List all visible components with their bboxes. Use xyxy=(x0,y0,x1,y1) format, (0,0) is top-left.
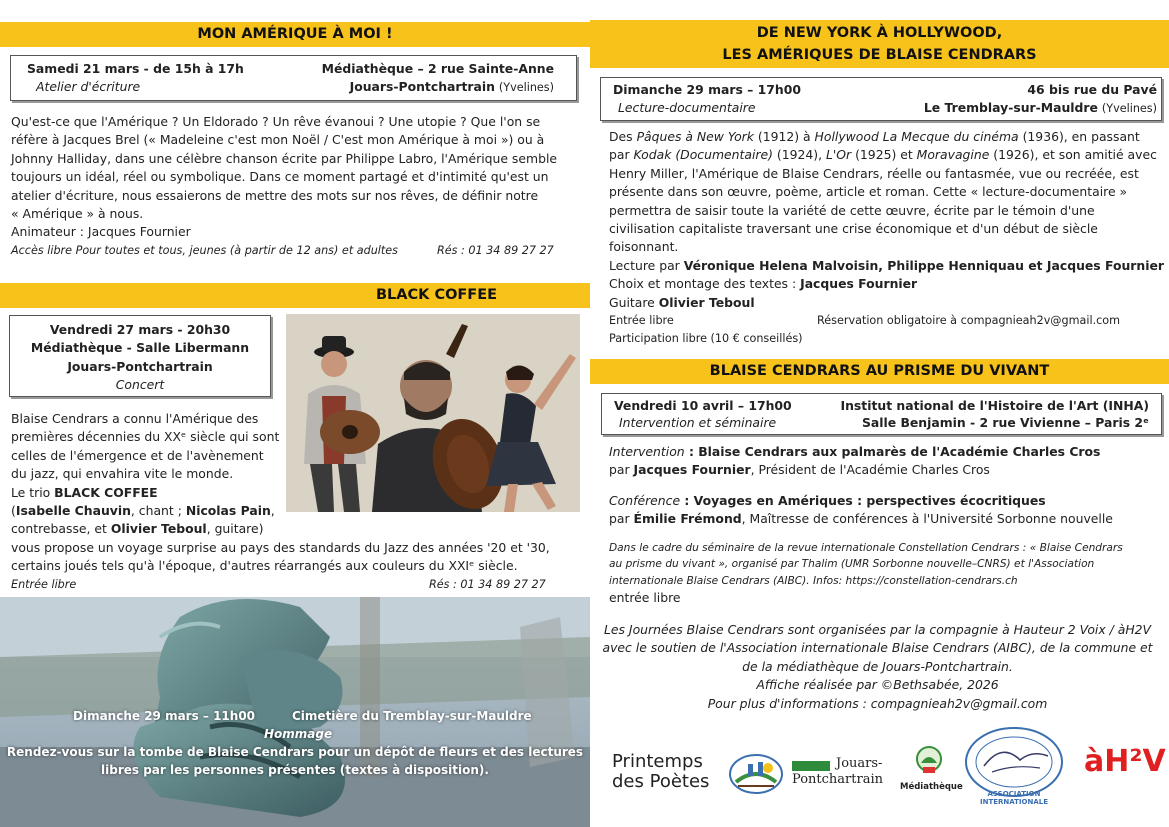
event4-body-line: foisonnant. xyxy=(609,239,679,255)
commune-crest-logo xyxy=(728,752,784,796)
event4-body-line: présente dans son œuvre, poème, article et roman. Cette « lecture-documentaire » xyxy=(609,184,1128,200)
text-run: (1936), en passant xyxy=(1018,129,1140,144)
conference-title: : Voyages en Amériques : perspectives écocritiques xyxy=(680,492,1046,508)
event4-address: 46 bis rue du Pavé xyxy=(1027,82,1157,97)
member-role: , chant ; xyxy=(130,503,186,519)
event3-type: Hommage xyxy=(264,727,333,741)
event4-body-line xyxy=(609,146,1164,164)
credits-line: Pour plus d'informations : compagnieah2v@gmail.com xyxy=(707,695,1048,711)
event1-body-line: Johnny Halliday, dans une célèbre chanson écrite par Philippe Labro, l'Amérique semble xyxy=(11,150,558,166)
member-role: contrebasse, et xyxy=(11,521,111,537)
text-run: par xyxy=(609,462,634,478)
event4-selection-line xyxy=(609,275,1164,293)
event1-town-line xyxy=(350,78,554,97)
text-run: par xyxy=(609,511,634,527)
event1-region: (Yvelines) xyxy=(498,81,554,94)
event4-body-line: civilisation capitaliste traversant une crise économique et d'un début de siècle xyxy=(609,221,1098,237)
event2-venue: Médiathèque - Salle Libermann xyxy=(30,340,250,356)
event4-date: Dimanche 29 mars – 17h00 xyxy=(613,82,801,97)
jouars-green-bar xyxy=(792,761,830,771)
event4-region: (Yvelines) xyxy=(1101,102,1157,115)
event1-info-box xyxy=(10,55,577,101)
printemps-des-poetes-logo xyxy=(612,752,722,798)
event4-readers-line xyxy=(609,257,1164,275)
event5-conference-by-line xyxy=(609,510,1164,528)
banner-black-coffee xyxy=(0,283,590,308)
member-role: , xyxy=(270,503,275,519)
event2-body-line: Blaise Cendrars a connu l'Amérique des xyxy=(11,411,259,426)
logo-text: Jouars- xyxy=(836,756,883,771)
event5-room: Salle Benjamin - 2 rue Vivienne – Paris 2ᵉ xyxy=(861,415,1149,430)
guitar-name: Olivier Teboul xyxy=(658,294,755,310)
member-name: Olivier Teboul xyxy=(110,521,207,537)
event5-note xyxy=(609,540,1164,590)
logo-text: ASSOCIATION INTERNATIONALE xyxy=(980,790,1048,806)
event5-info-box xyxy=(601,393,1162,435)
event1-body-line: réfère à Jacques Brel (« Madeleine c'est mon Noël / C'est mon Amérique à moi ») ou à xyxy=(11,132,545,148)
text-run: (1925) et xyxy=(851,147,917,163)
event2-access-line xyxy=(11,576,586,594)
event4-body xyxy=(609,128,1164,349)
hommage-photo xyxy=(0,597,590,827)
event2-phone: Rés : 01 34 89 27 27 xyxy=(429,577,546,591)
text-run: (1926), et son amitié avec xyxy=(989,147,1157,163)
ah2v-logo xyxy=(1084,738,1166,788)
intervention-title: : Blaise Cendrars aux palmarès de l'Académie Charles Cros xyxy=(684,444,1101,459)
note-line: au prisme du vivant », organisé par Thalim (UMR Sorbonne nouvelle–CNRS) et l'Association xyxy=(609,558,1095,571)
logo-text: Printemps xyxy=(612,751,703,772)
event1-venue: Médiathèque – 2 rue Sainte-Anne xyxy=(321,61,554,76)
text-run: , Maîtresse de conférences à l'Université Sorbonne nouvelle xyxy=(741,511,1113,527)
event5-date: Vendredi 10 avril – 17h00 xyxy=(614,398,792,413)
trio-name: BLACK COFFEE xyxy=(54,484,158,500)
member-name: Isabelle Chauvin xyxy=(15,503,131,519)
event2-type: Concert xyxy=(115,377,165,393)
event4-body-line xyxy=(609,128,1164,146)
readers: Véronique Helena Malvoisin, Philippe Henniquau et Jacques Fournier xyxy=(683,257,1164,273)
event1-body-line: Qu'est-ce que l'Amérique ? Un Eldorado ? Un rêve évanoui ? Une utopie ? Que l'on se xyxy=(11,114,541,129)
banner-prisme-du-vivant xyxy=(590,359,1169,384)
event4-entry: Entrée libre xyxy=(609,314,674,328)
event4-town-line xyxy=(924,99,1157,118)
event4-reservation: Réservation obligatoire à compagnieah2v@gmail.com xyxy=(817,314,1121,328)
work-title: Hollywood La Mecque du cinéma xyxy=(814,129,1019,144)
crest-icon xyxy=(728,752,784,796)
speaker-name: Émilie Frémond xyxy=(633,511,742,527)
text-run: Choix et montage des textes : xyxy=(609,276,801,292)
aibc-logo xyxy=(962,722,1066,806)
banner-title-line2: LES AMÉRIQUES DE BLAISE CENDRARS xyxy=(722,47,1037,63)
event1-body xyxy=(11,113,581,260)
speaker-name: Jacques Fournier xyxy=(633,462,751,478)
note-line: Dans le cadre du séminaire de la revue internationale Constellation Cendrars : « Blaise Cendrars xyxy=(609,541,1123,554)
event1-town: Jouars-Pontchartrain xyxy=(349,79,495,94)
text-run: Lecture par xyxy=(609,257,684,273)
credits xyxy=(600,621,1155,713)
logo-text: Pontchartrain xyxy=(792,772,883,787)
event2-info-box xyxy=(9,315,271,397)
selection-name: Jacques Fournier xyxy=(800,276,918,292)
event5-type: Intervention et séminaire xyxy=(619,415,777,430)
event3-date: Dimanche 29 mars – 11h00 xyxy=(73,709,256,723)
event2-body-line: vous propose un voyage surprise au pays des standards du Jazz des années '20 et '30, xyxy=(11,539,550,555)
credits-line: Les Journées Blaise Cendrars sont organisées par la compagnie à Hauteur 2 Voix / àH2V xyxy=(604,622,1151,637)
banner-title: MON AMÉRIQUE À MOI ! xyxy=(197,26,393,42)
event1-host: Animateur : Jacques Fournier xyxy=(11,224,191,240)
event5-entry: entrée libre xyxy=(609,590,681,606)
event1-type: Atelier d'écriture xyxy=(36,79,141,94)
event4-town: Le Tremblay-sur-Mauldre xyxy=(923,100,1098,115)
event1-phone: Rés : 01 34 89 27 27 xyxy=(437,243,554,257)
banner-title-line1: DE NEW YORK À HOLLYWOOD, xyxy=(756,25,1003,41)
event3-body-line: libres par les personnes présentes (textes à disposition). xyxy=(101,763,489,777)
event1-body-line: « Amérique » à nous. xyxy=(11,206,144,222)
event4-participation: Participation libre (10 € conseillés) xyxy=(609,332,803,346)
text-run: (1924), xyxy=(772,147,826,163)
event4-body-line: Henry Miller, l'Amérique de Blaise Cendrars, réelle ou fantasmée, vue ou recréée, est xyxy=(609,165,1139,181)
label: Conférence xyxy=(609,492,681,508)
event2-body-line: celles de l'émergence et de l'avènement xyxy=(11,447,264,463)
event3-body-line: Rendez-vous sur la tombe de Blaise Cendrars pour un dépôt de fleurs et des lectures xyxy=(6,745,584,759)
credits-line: avec le soutien de l'Association internationale Blaise Cendrars (AIBC), de la commune et xyxy=(602,640,1153,656)
member-name: Nicolas Pain xyxy=(185,503,271,519)
banner-new-york-hollywood xyxy=(590,20,1169,68)
event5-venue: Institut national de l'Histoire de l'Art (INHA) xyxy=(840,398,1149,413)
event1-date: Samedi 21 mars - de 15h à 17h xyxy=(27,61,244,76)
label: Intervention xyxy=(609,444,685,459)
text-run: , Président de l'Académie Charles Cros xyxy=(750,462,990,478)
text-run: Guitare xyxy=(609,294,659,310)
event2-members-line: (Isabelle Chauvin, chant ; Nicolas Pain, xyxy=(11,503,275,519)
event2-date: Vendredi 27 mars - 20h30 xyxy=(49,322,231,337)
mediatheque-logo xyxy=(900,745,963,797)
event5-conference-line xyxy=(609,492,1164,510)
text-run: Des xyxy=(609,129,637,144)
event4-type: Lecture-documentaire xyxy=(618,100,756,115)
banner-title: BLAISE CENDRARS AU PRISME DU VIVANT xyxy=(709,363,1050,379)
event2-trio-line xyxy=(11,484,586,502)
event3-venue: Cimetière du Tremblay-sur-Mauldre xyxy=(292,709,532,723)
logo-text: Médiathèque xyxy=(900,782,963,793)
text-run: par xyxy=(609,147,634,163)
credits-line: Affiche réalisée par ©Bethsabée, 2026 xyxy=(756,677,999,693)
event1-body-line: atelier d'écriture, nous essaierons de mettre des mots sur nos rêves, de définir notre xyxy=(11,187,539,203)
event4-guitar-line xyxy=(609,294,1164,312)
logo-text: àH²V xyxy=(1084,744,1166,779)
mediatheque-icon xyxy=(909,745,949,777)
event1-body-line: toujours un idéal, réel ou symbolique. Dans ce moment partagé et d'intimité qu'est un xyxy=(11,169,549,185)
work-title: Kodak (Documentaire) xyxy=(633,147,773,163)
text-run: (1912) à xyxy=(753,129,815,144)
banner-mon-amerique xyxy=(0,22,590,47)
event5-intervention-line xyxy=(609,443,1164,461)
event2-town: Jouars-Pontchartrain xyxy=(67,358,213,374)
trio-prefix: Le trio xyxy=(11,484,55,500)
event2-body-line: du jazz, qui envahira vite le monde. xyxy=(11,466,234,482)
event4-body-line: permettra de saisir toute la variété de cette œuvre, écrite par le témoin d'une xyxy=(609,202,1095,218)
event2-body-line: premières décennies du XXᵉ siècle qui sont xyxy=(11,429,280,445)
event2-body-line: certains joués tels qu'à l'époque, d'autres réarrangés aux couleurs du XXIᵉ siècle. xyxy=(11,558,518,574)
work-title: L'Or xyxy=(825,147,852,163)
event4-info-box xyxy=(600,77,1162,121)
event1-access-line xyxy=(11,242,581,260)
credits-line: de la médiathèque de Jouars-Pontchartrain. xyxy=(742,658,1013,674)
event1-access: Accès libre Pour toutes et tous, jeunes (à partir de 12 ans) et adultes xyxy=(11,243,399,257)
note-line: internationale Blaise Cendrars (AIBC). Infos: https://constellation-cendrars.ch xyxy=(609,574,1018,587)
jouars-pontchartrain-logo xyxy=(792,757,892,793)
event2-body xyxy=(11,410,586,594)
event2-members-line xyxy=(11,520,586,538)
work-title: Pâques à New York xyxy=(636,129,754,144)
member-role: , guitare) xyxy=(206,521,264,537)
event5-body xyxy=(609,443,1164,608)
banner-title: BLACK COFFEE xyxy=(376,287,498,303)
logo-text: des Poètes xyxy=(612,771,710,792)
work-title: Moravagine xyxy=(916,147,990,163)
event5-intervention-by-line xyxy=(609,461,1164,479)
event2-access: Entrée libre xyxy=(11,577,77,591)
event4-entry-line xyxy=(609,312,1164,330)
